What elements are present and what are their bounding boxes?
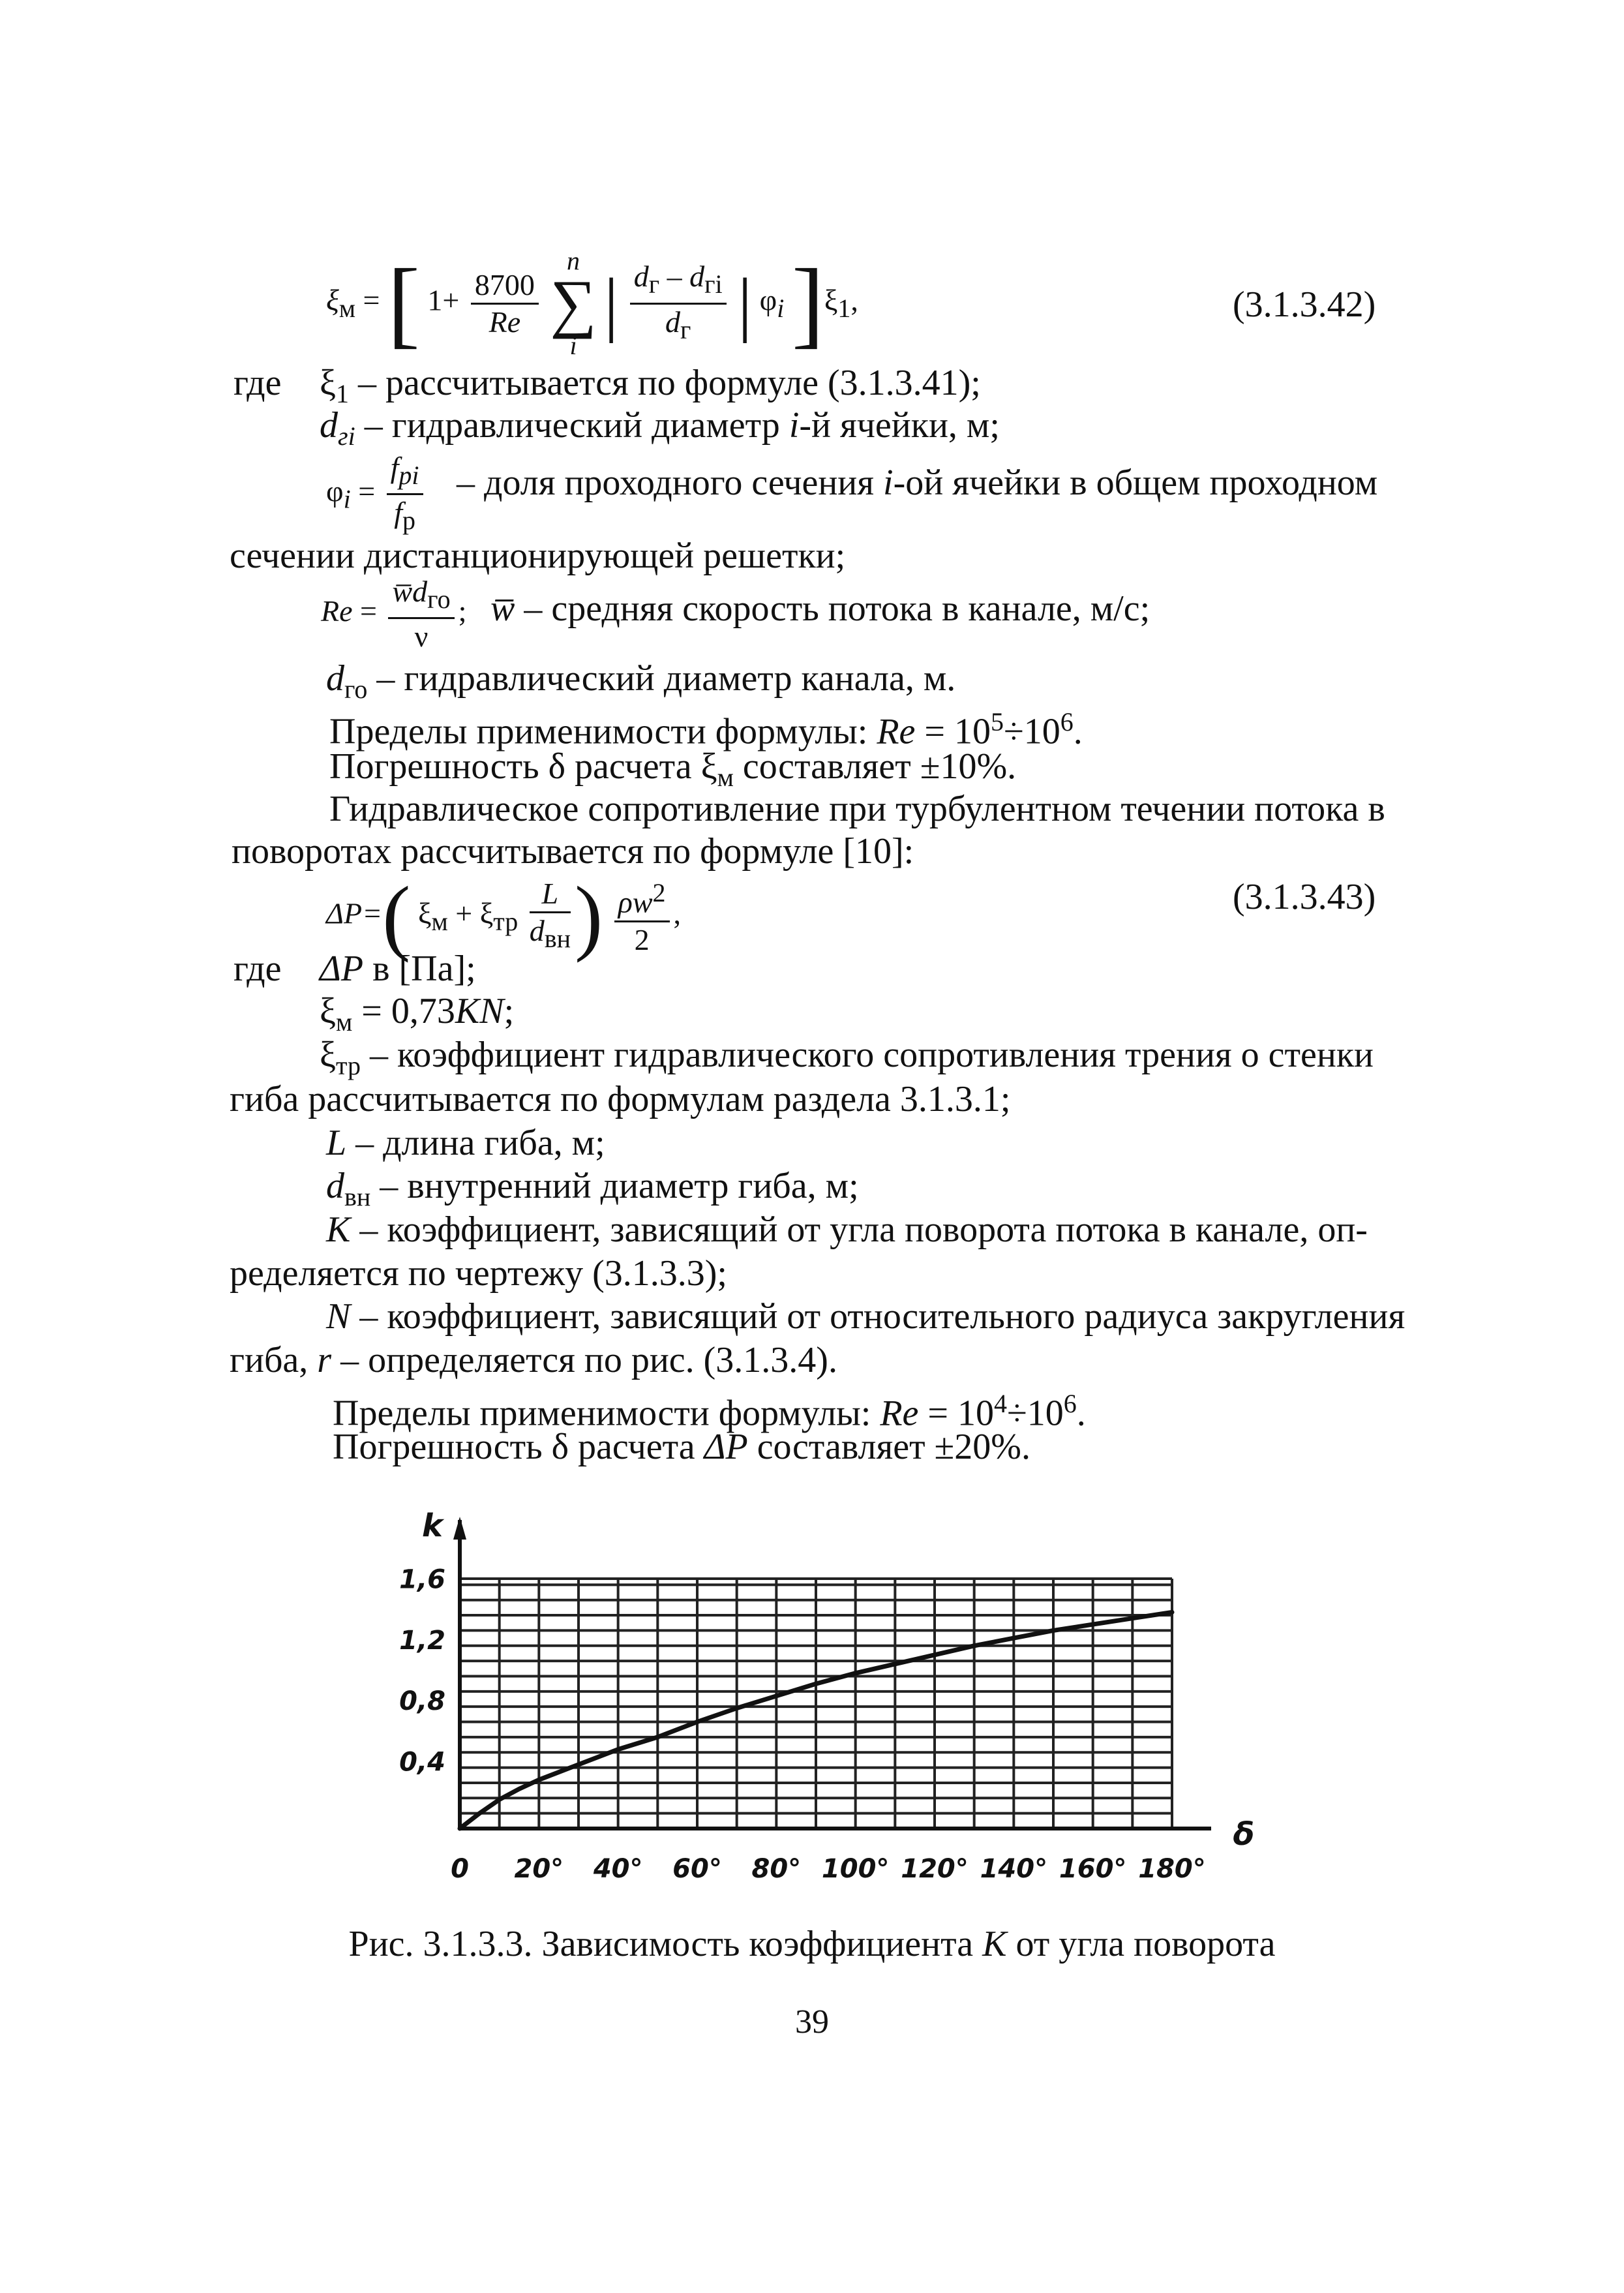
- formula-subscript: 1: [837, 293, 851, 323]
- formula-symbol: Re: [880, 1393, 919, 1434]
- y-axis-label: k: [422, 1508, 443, 1544]
- fraction-numerator: 8700: [471, 267, 539, 305]
- paragraph-line-2: поворотах рассчитывается по формуле [10]:: [232, 831, 914, 872]
- definition-xitr-continuation: гиба рассчитывается по формулам раздела 3.1.3.1;: [230, 1079, 1011, 1119]
- body-text: ÷10: [1006, 1393, 1064, 1434]
- x-tick-label: 20°: [514, 1854, 564, 1884]
- formula-symbol: ΔP: [704, 1427, 748, 1467]
- x-tick-label: 60°: [672, 1854, 722, 1884]
- definition-text: – внутренний диаметр гиба, м;: [370, 1166, 859, 1206]
- formula-subscript: тр: [493, 906, 519, 936]
- formula-subscript: 1: [335, 379, 349, 409]
- formula-symbol: d: [529, 914, 545, 948]
- x-tick-label: 180°: [1138, 1854, 1206, 1884]
- definition-text: – коэффициент, зависящий от угла поворота потока в канале, оп-: [350, 1209, 1368, 1250]
- body-text: Пределы применимости формулы:: [329, 711, 877, 752]
- formula-equals: =: [352, 594, 377, 628]
- formula-symbol: + ξ: [447, 896, 494, 930]
- formula-symbol: φ: [759, 283, 777, 317]
- formula-subscript: pi: [398, 461, 419, 491]
- formula-symbol: ΔP: [320, 949, 364, 989]
- body-text: .: [1076, 1393, 1086, 1434]
- where-label: где: [233, 949, 282, 989]
- paragraph-line-1: Гидравлическое сопротивление при турбулентном течении потока в: [329, 789, 1385, 829]
- definition-text: -й ячейки, м;: [799, 405, 1000, 446]
- formula-subscript: го: [344, 675, 368, 705]
- formula-semicolon: ;: [458, 594, 467, 628]
- formula-subscript: м: [431, 906, 448, 936]
- formula-symbol: f: [390, 451, 399, 484]
- left-paren: (: [382, 870, 411, 964]
- definition-text: гиба,: [230, 1340, 318, 1380]
- formula-symbol: d: [326, 658, 344, 699]
- formula-symbol: w̅d: [392, 575, 428, 608]
- formula-symbol: L: [326, 1123, 347, 1163]
- formula-symbol: ξ: [417, 896, 432, 930]
- fraction-denominator: 2: [634, 922, 650, 956]
- definition-text: – рассчитывается по формуле (3.1.3.41);: [348, 363, 981, 403]
- formula-symbol: i: [789, 405, 800, 446]
- formula-subscript: го: [427, 585, 451, 615]
- formula-subscript: i: [777, 293, 785, 323]
- definition-text: ;: [504, 991, 515, 1031]
- equation-number: (3.1.3.43): [1233, 877, 1376, 917]
- fraction-numerator: L: [530, 876, 571, 913]
- figure-caption: [0, 1921, 1624, 1967]
- right-paren: ): [574, 870, 603, 964]
- exponent: 6: [1063, 1389, 1077, 1418]
- x-tick-label: 80°: [751, 1854, 802, 1884]
- formula-symbol: Re: [877, 711, 916, 752]
- caption-text: Рис. 3.1.3.3. Зависимость коэффициента: [348, 1924, 983, 1964]
- formula-symbol: d: [665, 305, 680, 339]
- body-text: Пределы применимости формулы:: [333, 1393, 880, 1434]
- body-text: Погрешность δ расчета ξ: [329, 746, 717, 787]
- exponent: 4: [993, 1389, 1007, 1418]
- formula-symbol: r: [317, 1340, 332, 1380]
- formula-subscript: м: [335, 1007, 353, 1037]
- formula-symbol: ξ: [824, 283, 838, 317]
- formula-symbol: – d: [659, 260, 705, 294]
- formula-subscript: р: [402, 506, 415, 536]
- definition-text: – длина гиба, м;: [346, 1123, 605, 1163]
- formula-symbol: K: [326, 1209, 351, 1250]
- sum-sign: ∑: [550, 267, 597, 339]
- formula-symbol: w̅: [490, 588, 515, 629]
- definition-text: в [Па];: [363, 949, 476, 989]
- formula-equals: =: [363, 283, 380, 317]
- x-tick-label: 0: [451, 1854, 469, 1884]
- body-text: составляет ±10%.: [733, 746, 1017, 787]
- formula-symbol: d: [320, 405, 338, 446]
- definition-text: – средняя скорость потока в канале, м/с;: [515, 588, 1150, 629]
- sum-lower-limit: i: [569, 331, 577, 360]
- x-tick-label: 40°: [593, 1854, 643, 1884]
- y-tick-label: 1,6: [399, 1564, 445, 1595]
- definition-text: -ой ячейки в общем проходном: [893, 463, 1378, 503]
- y-tick-label: 0,8: [399, 1686, 445, 1717]
- formula-one-plus: 1+: [427, 283, 460, 317]
- chart-grid: [460, 1579, 1172, 1829]
- y-tick-label: 1,2: [399, 1625, 445, 1656]
- exponent: 6: [1060, 707, 1074, 736]
- definition-text: – коэффициент, зависящий от относительного радиуса закругления: [350, 1296, 1406, 1337]
- definition-K-continuation: ределяется по чертежу (3.1.3.3);: [230, 1253, 727, 1294]
- formula-symbol: ρw: [618, 885, 653, 919]
- formula-subscript: м: [338, 293, 356, 323]
- formula-subscript: м: [717, 763, 734, 793]
- definition-text: – гидравлический диаметр: [355, 405, 789, 446]
- formula-subscript: i: [343, 484, 351, 514]
- formula-symbol: Re: [321, 594, 353, 628]
- body-text: Погрешность δ расчета: [333, 1427, 704, 1467]
- x-tick-label: 160°: [1059, 1854, 1127, 1884]
- caption-text: от угла поворота: [1006, 1924, 1276, 1964]
- formula-subscript: г: [648, 269, 660, 299]
- formula-subscript: вн: [344, 1182, 371, 1212]
- formula-comma: ,: [850, 283, 858, 317]
- formula-subscript: гi: [704, 269, 723, 299]
- y-tick-label: 0,4: [399, 1747, 445, 1778]
- body-text: = 10: [918, 1393, 994, 1434]
- formula-subscript: г: [680, 314, 691, 344]
- fraction-denominator: ν: [414, 620, 429, 654]
- definition-text: – коэффициент гидравлического сопротивления трения о стенки: [360, 1035, 1374, 1075]
- where-label: где: [233, 363, 282, 403]
- x-axis-label: δ: [1233, 1816, 1255, 1853]
- body-text: составляет ±20%.: [747, 1427, 1030, 1467]
- body-text: = 10: [915, 711, 991, 752]
- formula-symbol: N: [326, 1296, 351, 1337]
- definition-text: = 0,73: [352, 991, 455, 1031]
- formula-comma: ,: [673, 896, 682, 930]
- body-text: ÷10: [1003, 711, 1060, 752]
- formula-symbol: ξ: [320, 991, 336, 1031]
- exponent: 5: [990, 707, 1004, 736]
- formula-symbol: ΔP=: [326, 896, 383, 930]
- page-number: 39: [795, 2003, 829, 2041]
- formula-symbol: f: [394, 496, 402, 530]
- formula-symbol: KN: [455, 991, 504, 1031]
- sum-upper-limit: n: [567, 246, 580, 275]
- formula-equals: =: [350, 474, 376, 508]
- formula-symbol: i: [883, 463, 894, 503]
- x-tick-label: 140°: [980, 1854, 1048, 1884]
- x-tick-label: 120°: [901, 1854, 969, 1884]
- y-axis-arrow: [453, 1517, 466, 1540]
- body-text: .: [1073, 711, 1083, 752]
- caption-symbol: K: [982, 1924, 1007, 1964]
- definition-text: – доля проходного сечения: [457, 463, 884, 503]
- x-tick-label: 100°: [821, 1854, 890, 1884]
- abs-bar-right: |: [738, 264, 753, 343]
- formula-symbol: φ: [326, 474, 344, 508]
- formula-symbol: d: [326, 1166, 344, 1206]
- exponent: 2: [652, 878, 666, 908]
- right-bracket: ]: [791, 249, 824, 357]
- definition-text: – определяется по рис. (3.1.3.4).: [331, 1340, 837, 1380]
- left-bracket: [: [387, 249, 420, 357]
- formula-symbol: ξ: [320, 363, 336, 403]
- formula-symbol: ξ: [326, 283, 339, 317]
- formula-subscript: тр: [335, 1051, 361, 1081]
- formula-symbol: d: [633, 260, 649, 294]
- abs-bar-left: |: [604, 264, 619, 343]
- formula-subscript: гi: [338, 421, 355, 451]
- equation-number: (3.1.3.42): [1233, 284, 1376, 325]
- definition-text: – гидравлический диаметр канала, м.: [367, 658, 956, 699]
- fraction-denominator: Re: [489, 305, 521, 339]
- formula-subscript: вн: [544, 924, 571, 954]
- formula-symbol: ξ: [320, 1035, 336, 1075]
- definition-phi-continuation: сечении дистанционирующей решетки;: [230, 536, 846, 576]
